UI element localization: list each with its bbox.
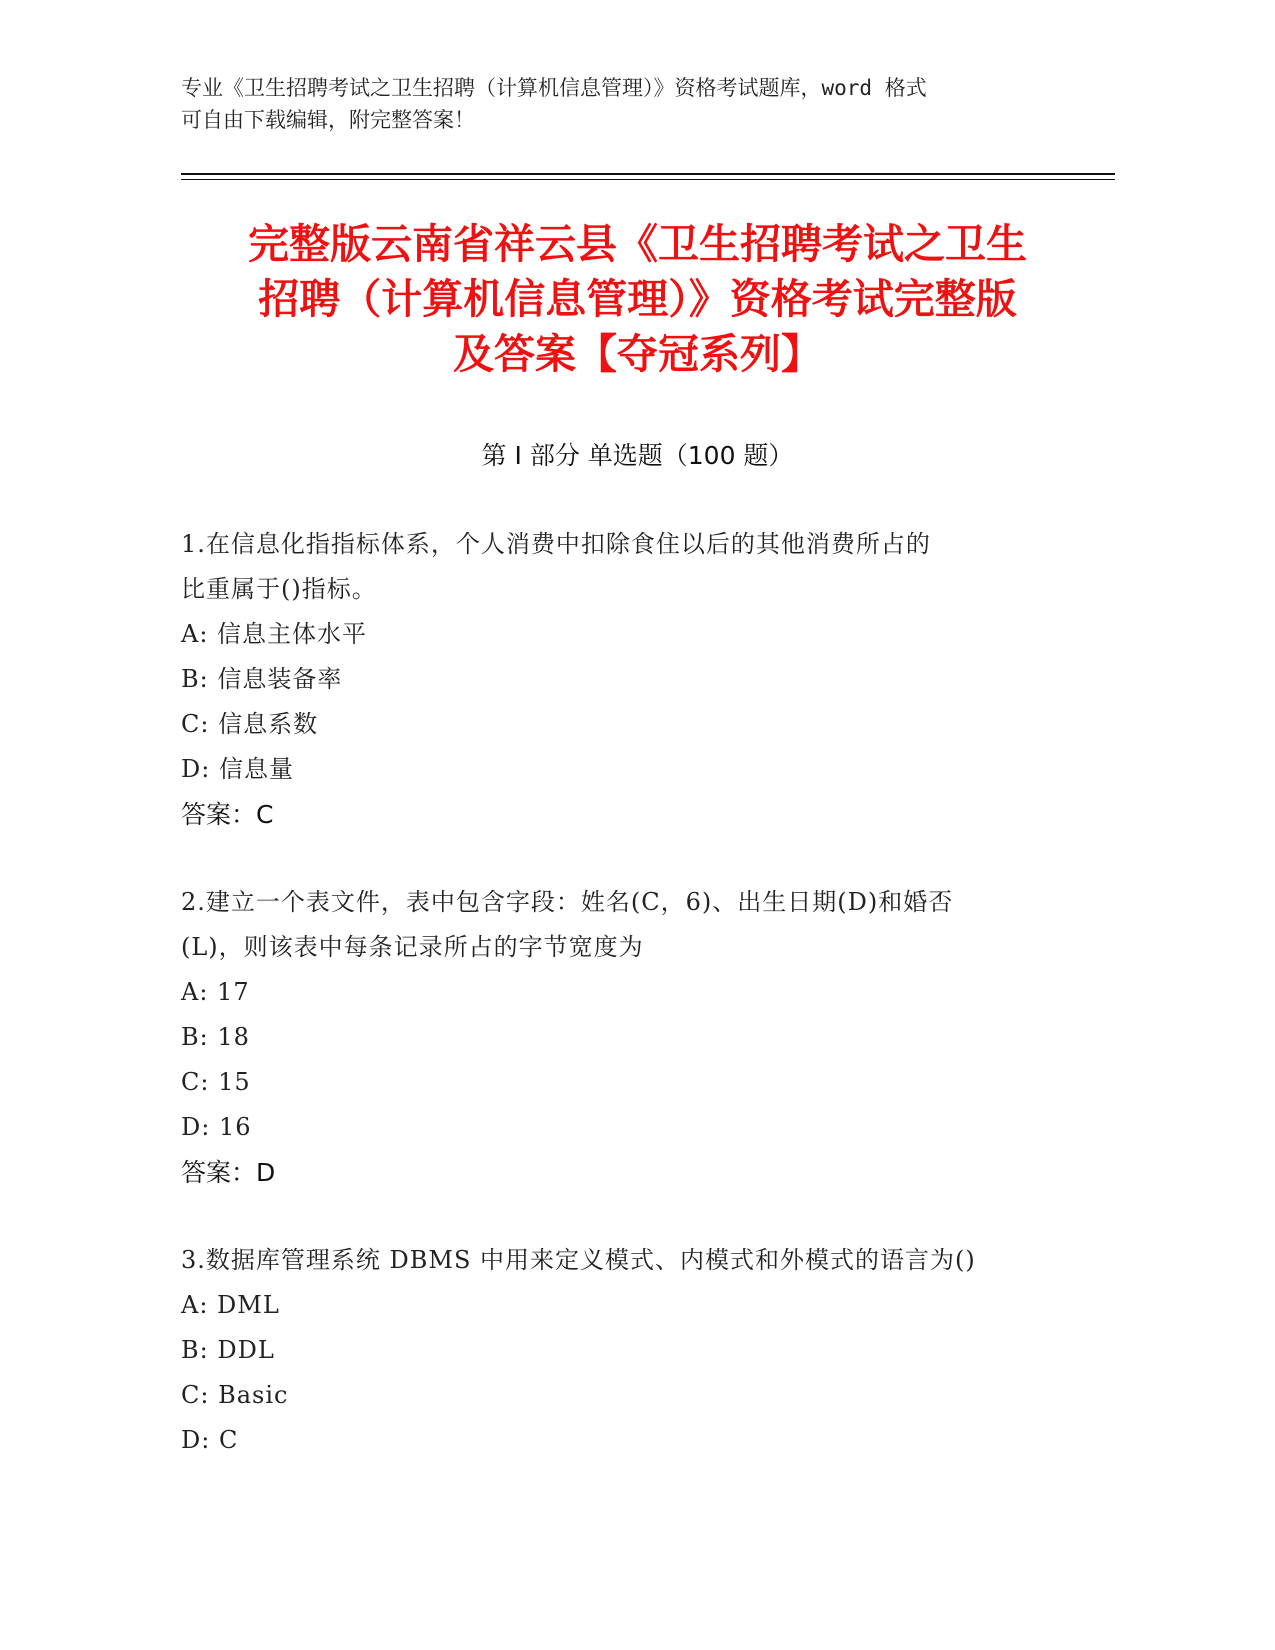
question-list bbox=[181, 522, 1061, 1506]
question-stem-line: 1.在信息化指指标体系，个人消费中扣除食住以后的其他消费所占的 bbox=[181, 530, 931, 558]
option-d: D: 16 bbox=[181, 1113, 252, 1141]
question-item bbox=[181, 880, 1061, 1195]
title-line-3: 及答案【夺冠系列】 bbox=[453, 330, 822, 378]
section-heading: 第 I 部分 单选题（100 题） bbox=[481, 441, 794, 470]
option-a: A: 17 bbox=[181, 978, 250, 1006]
question-stem-line: 2.建立一个表文件，表中包含字段：姓名(C，6)、出生日期(D)和婚否 bbox=[181, 888, 954, 916]
question-item bbox=[181, 1238, 1061, 1463]
option-b: B: 信息装备率 bbox=[181, 665, 343, 693]
option-c: C: 15 bbox=[181, 1068, 251, 1096]
option-c: C: Basic bbox=[181, 1381, 289, 1409]
question-stem bbox=[181, 880, 1061, 970]
option-d: D: C bbox=[181, 1426, 239, 1454]
title-line-1: 完整版云南省祥云县《卫生招聘考试之卫生 bbox=[248, 220, 1027, 268]
question-stem-line: (L)，则该表中每条记录所占的字节宽度为 bbox=[181, 933, 644, 961]
option-c: C: 信息系数 bbox=[181, 710, 319, 738]
header-note-line-1: 专业《卫生招聘考试之卫生招聘（计算机信息管理）》资格考试题库，word 格式 bbox=[181, 76, 927, 100]
question-stem-line: 比重属于()指标。 bbox=[181, 575, 377, 603]
document-header-note bbox=[181, 72, 1041, 136]
option-a: A: 信息主体水平 bbox=[181, 620, 368, 648]
document-title bbox=[150, 217, 1125, 382]
option-d: D: 信息量 bbox=[181, 755, 294, 783]
answer-key: 答案：D bbox=[181, 1158, 276, 1187]
header-note-line-2: 可自由下载编辑，附完整答案！ bbox=[181, 108, 475, 132]
question-item bbox=[181, 522, 1061, 837]
question-stem bbox=[181, 522, 1061, 612]
option-a: A: DML bbox=[181, 1291, 280, 1319]
answer-key: 答案：C bbox=[181, 800, 274, 829]
question-stem bbox=[181, 1238, 1061, 1283]
header-divider-thin bbox=[181, 179, 1115, 180]
title-line-2: 招聘（计算机信息管理）》资格考试完整版 bbox=[258, 275, 1017, 323]
option-b: B: 18 bbox=[181, 1023, 250, 1051]
option-b: B: DDL bbox=[181, 1336, 275, 1364]
header-divider-thick bbox=[181, 173, 1115, 175]
question-stem-line: 3.数据库管理系统 DBMS 中用来定义模式、内模式和外模式的语言为() bbox=[181, 1246, 976, 1274]
